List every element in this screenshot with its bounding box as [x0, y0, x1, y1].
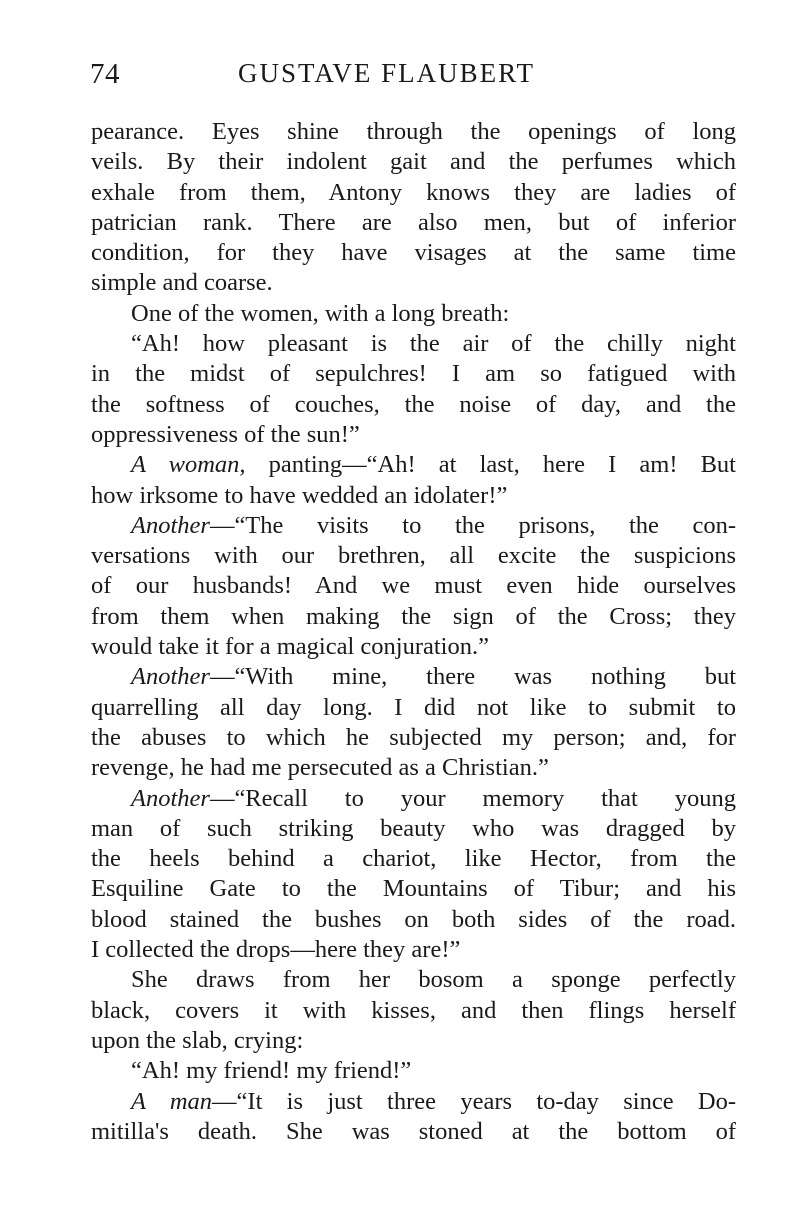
line-text: veils. By their indolent gait and the perfumes which — [91, 148, 736, 176]
text-line — [91, 511, 736, 541]
line-text: One of the women, with a long breath: — [131, 299, 510, 327]
text-line — [91, 238, 736, 268]
text-line — [91, 208, 736, 238]
text-line — [91, 632, 736, 662]
text-line — [91, 268, 736, 298]
line-text: —“It is just three years to-day since Do- — [212, 1087, 736, 1115]
text-line — [91, 1087, 736, 1117]
line-text: the softness of couches, the noise of day, and the — [91, 390, 736, 418]
text-line — [91, 329, 736, 359]
text-line — [91, 905, 736, 935]
running-title: GUSTAVE FLAUBERT — [238, 58, 535, 88]
text-line — [91, 481, 736, 511]
line-text: condition, for they have visages at the same time — [91, 239, 736, 267]
line-text: upon the slab, crying: — [91, 1026, 304, 1054]
line-text: the heels behind a chariot, like Hector, from the — [91, 845, 736, 873]
text-line — [91, 359, 736, 389]
text-line — [91, 117, 736, 147]
line-text: black, covers it with kisses, and then flings herself — [91, 996, 736, 1024]
line-text: revenge, he had me persecuted as a Christian.” — [91, 754, 549, 782]
text-line — [91, 541, 736, 571]
text-line — [91, 1117, 736, 1147]
line-text: would take it for a magical conjuration.” — [91, 633, 489, 661]
speaker-label: A woman, — [131, 451, 246, 479]
line-text: “Ah! how pleasant is the air of the chilly night — [131, 330, 736, 358]
line-text: from them when making the sign of the Cross; they — [91, 602, 736, 630]
text-line — [91, 935, 736, 965]
line-text: —“The visits to the prisons, the con- — [209, 511, 736, 539]
text-line — [91, 784, 736, 814]
line-text: “Ah! my friend! my friend!” — [131, 1057, 412, 1085]
text-line — [91, 178, 736, 208]
line-text: mitilla's death. She was stoned at the bottom of — [91, 1117, 736, 1145]
text-line — [91, 602, 736, 632]
line-text: Esquiline Gate to the Mountains of Tibur; and his — [91, 875, 736, 903]
line-text: the abuses to which he subjected my person; and, for — [91, 723, 736, 751]
speaker-label: A man — [131, 1087, 213, 1115]
line-text: versations with our brethren, all excite the suspicions — [91, 542, 736, 570]
text-line — [91, 147, 736, 177]
text-line — [91, 874, 736, 904]
text-line — [91, 996, 736, 1026]
line-text: exhale from them, Antony knows they are ladies of — [91, 178, 736, 206]
text-line — [91, 965, 736, 995]
text-line — [91, 299, 736, 329]
line-text: panting—“Ah! at last, here I am! But — [245, 451, 736, 479]
line-text: quarrelling all day long. I did not like to submit to — [91, 693, 736, 721]
text-line — [91, 844, 736, 874]
speaker-label: Another — [131, 511, 210, 539]
line-text: simple and coarse. — [91, 269, 273, 297]
text-line — [91, 420, 736, 450]
text-line — [91, 723, 736, 753]
text-line — [91, 571, 736, 601]
speaker-label: Another — [131, 663, 210, 691]
line-text: how irksome to have wedded an idolater!” — [91, 481, 508, 509]
text-line — [91, 814, 736, 844]
text-line — [91, 753, 736, 783]
page-header — [90, 58, 738, 98]
text-line — [91, 450, 736, 480]
text-line — [91, 1026, 736, 1056]
line-text: —“Recall to your memory that young — [209, 784, 736, 812]
line-text: patrician rank. There are also men, but of inferior — [91, 208, 736, 236]
text-line — [91, 1056, 736, 1086]
text-line — [91, 662, 736, 692]
line-text: pearance. Eyes shine through the openings of long — [91, 118, 736, 145]
line-text: man of such striking beauty who was dragged by — [91, 814, 736, 842]
line-text: in the midst of sepulchres! I am so fatigued with — [91, 360, 736, 388]
text-line — [91, 693, 736, 723]
body-text — [91, 117, 736, 1147]
line-text: I collected the drops—here they are!” — [91, 936, 461, 964]
speaker-label: Another — [131, 784, 210, 812]
text-line — [91, 390, 736, 420]
line-text: of our husbands! And we must even hide ourselves — [91, 572, 736, 600]
line-text: oppressiveness of the sun!” — [91, 420, 360, 448]
line-text: —“With mine, there was nothing but — [209, 663, 736, 691]
line-text: blood stained the bushes on both sides of the road. — [91, 905, 736, 933]
line-text: She draws from her bosom a sponge perfectly — [131, 966, 736, 994]
page-number: 74 — [90, 58, 120, 90]
